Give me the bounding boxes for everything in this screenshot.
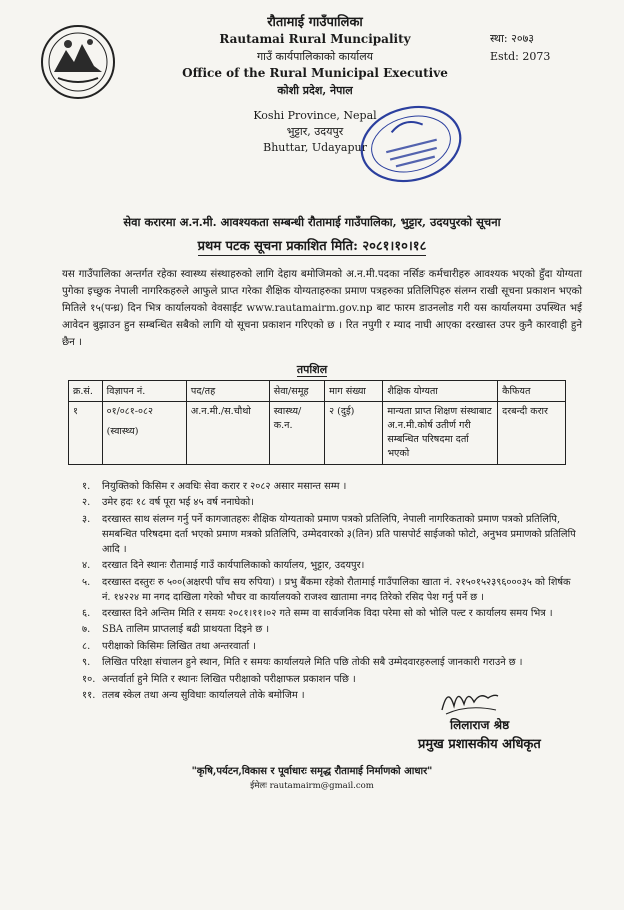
table-heading-text: तपशिल — [296, 363, 328, 376]
col-header-demand: माग संख्या — [325, 381, 383, 402]
list-item — [82, 688, 582, 703]
term-number: ६. — [82, 607, 91, 619]
terms-list — [82, 479, 582, 704]
term-number: ११. — [82, 689, 96, 701]
term-number: ४. — [82, 560, 91, 572]
table-header-row — [69, 381, 566, 402]
term-number: १०. — [82, 673, 96, 685]
province-english: Koshi Province, Nepal — [253, 109, 377, 122]
notice-subject: सेवा करारमा अ.न.मी. आवश्यकता सम्बन्धी रौतामाई गाउँपालिका, भुट्टार, उदयपुरको सूचना — [123, 215, 501, 229]
footer-email: ईमेलः rautamairm@gmail.com — [250, 781, 374, 791]
place-nepali: भुट्टार, उदयपुर — [286, 125, 344, 138]
notice-body: यस गाउँपालिका अन्तर्गत रहेका स्वास्थ्य संस्थाहरुको लागि देहाय बमोजिमको अ.न.मी.पदका नर्सिङ कर्मचारीहरु आवश्यक भएको हुँदा योग्यता पुगेका इच्छुक नेपाली नागरिकहरुले आफुले प्राप्त गरेका शैक्षिक योग्यताहरुका प्रमाण पत्रहरुका प्रतिलिपिहरु संलग्न राखी सूचना प्रकाशन भएको मितिले १५(पन्ध्र) दिन भित्र कार्यालयको वेवसाईट www.rautamairm.gov.np बाट फारम डाउनलोड गरी यस कार्यालयमा उपस्थित भई आवेदन बुझाउन हुन सम्बन्धित सबैको लागि यो सूचना प्रकाशन गरिएको छ । रित नपुगी र म्याद नाघी आएका दरखास्त उपर कुनै कारवाही हुने छैन । — [62, 269, 582, 348]
col-header-service: सेवा/समूह — [269, 381, 324, 402]
term-text: तलब स्केल तथा अन्य सुविधाः कार्यालयले तोके बमोजिम । — [102, 689, 305, 701]
term-text: दरखास्त दिने अन्तिम मिति र समयः २०८१।११।०२ गते सम्म वा सार्वजनिक विदा परेमा सो को भोलि पल्ट र कार्यालय समय भित्र । — [102, 607, 553, 619]
term-text: SBA तालिम प्राप्तलाई बढी प्राथयता दिइने छ । — [102, 624, 270, 636]
notice-publish-date — [20, 236, 604, 254]
list-item — [82, 672, 582, 687]
list-item — [82, 622, 582, 637]
term-text: नियुक्तिको किसिम र अवधिः सेवा करार र २०८२ असार मसान्त सम्म । — [102, 481, 347, 492]
table-row — [69, 402, 566, 465]
term-number: १. — [82, 481, 91, 492]
col-header-sn: क्र.सं. — [69, 381, 103, 402]
exec-office-nepali: गाउँ कार्यपालिकाको कार्यालय — [256, 50, 374, 63]
col-header-adv-no: विज्ञापन नं. — [102, 381, 186, 402]
term-text: अन्तर्वार्ता हुने मिति र स्थानः लिखित परीक्षाको परीक्षाफल प्रकाशन पछि । — [102, 673, 356, 685]
established-nepali: स्था: २०७३ — [490, 32, 535, 45]
term-number: ७. — [82, 624, 91, 636]
term-number: ५. — [82, 576, 91, 588]
footer-motto: "कृषि,पर्यटन,विकास र पूर्वाधारः समृद्ध रौतामाई निर्माणको आधार" — [191, 766, 433, 777]
term-number: ९. — [82, 657, 91, 669]
term-number: ८. — [82, 640, 91, 652]
term-text: उमेर हदः १८ वर्ष पूरा भई ४५ वर्ष ननाघेको। — [102, 497, 254, 509]
letterhead — [150, 14, 480, 99]
term-text: लिखित परिक्षा संचालन हुने स्थान, मिति र समयः कार्यालयले मिति पछि तोकी सबै उम्मेदवारहरुलाई जानकारी गराउने छ । — [102, 657, 523, 669]
cell-demand: २ (दुई) — [325, 402, 383, 465]
office-name-nepali: रौतामाई गाउँपालिका — [267, 15, 363, 30]
term-text: दरखास्त साथ संलग्न गर्नु पर्ने कागजातहरुः शैक्षिक योग्यताको प्रमाण पत्रको प्रतिलिपि, नेपाली नागरिकताको प्रमाण पत्रको प्रतिलिपि, समबन्धित परिषदमा दर्ता भएको प्रमाण मत्रको प्रतिलिपि, उम्मेदवारको ३(तिन) प्रति पासपोर्ट साईजको फोटो, अनुभव प्रमाणको प्रतिलिपि आदि । — [102, 513, 576, 555]
list-item — [82, 655, 582, 670]
table-heading — [20, 362, 604, 377]
handwritten-signature — [438, 680, 502, 720]
signatory-title: प्रमुख प्रशासकीय अधिकृत — [418, 737, 541, 752]
adv-number: ०१/०८१-०८२ — [106, 406, 153, 417]
office-name-english: Rautamai Rural Muncipality — [219, 32, 411, 46]
list-item — [82, 495, 582, 510]
list-item — [82, 575, 582, 605]
term-text: परीक्षाको किसिमः लिखित तथा अन्तरवार्ता । — [102, 640, 256, 652]
cell-service: स्वास्थ्य/क.न. — [269, 402, 324, 465]
cell-qualification: मान्यता प्राप्त शिक्षण संस्थाबाट अ.न.मी.कोर्ष उतीर्ण गरी सम्बन्धित परिषदमा दर्ता भएको — [383, 402, 498, 465]
notice-publish-date-text: प्रथम पटक सूचना प्रकाशित मिति: २०८१।१०।१८ — [197, 239, 427, 254]
place-english: Bhuttar, Udayapur — [263, 141, 367, 154]
adv-note: (स्वास्थ्य) — [106, 426, 139, 437]
cell-adv-no — [102, 402, 186, 465]
list-item — [82, 639, 582, 654]
cell-sn: १ — [69, 402, 103, 465]
vacancy-table — [68, 380, 566, 465]
signatory-name: लिलाराज श्रेष्ठ — [450, 718, 510, 732]
term-number: २. — [82, 497, 91, 509]
col-header-qualification: शैक्षिक योग्यता — [383, 381, 498, 402]
col-header-remarks: कैफियत — [498, 381, 566, 402]
list-item — [82, 606, 582, 621]
col-header-post: पद/तह — [186, 381, 269, 402]
official-seal-stamp — [355, 100, 467, 188]
cell-remarks: दरबन्दी करार — [498, 402, 566, 465]
municipality-emblem-logo — [38, 22, 118, 102]
term-text: दरखास्त दस्तुरः रु ५००(अक्षरपी पाँच सय रुपिया) । प्रभु बैंकमा रहेको रौतामाई गाउँपालिका खाता नं. २१५०१५२३९६०००३५ को शिर्षक नं. १४२२४ मा नगद दाखिला गरेको भौचर वा कार्यालयको राजश्व खातामा नगद तिरेको रसिद पेश गर्नु पर्ने छ । — [102, 576, 571, 603]
exec-office-english: Office of the Rural Municipal Executive — [182, 66, 448, 80]
list-item — [82, 512, 582, 557]
established-block — [490, 30, 550, 66]
list-item — [82, 558, 582, 573]
established-english: Estd: 2073 — [490, 50, 551, 63]
cell-post: अ.न.मी./स.चौथो — [186, 402, 269, 465]
list-item — [82, 479, 582, 494]
term-number: ३. — [82, 513, 91, 525]
term-text: दरखात दिने स्थानः रौतामाई गाउँ कार्यपालिकाको कार्यालय, भुट्टार, उदयपुर। — [102, 560, 365, 572]
province-nepali: कोशी प्रदेश, नेपाल — [277, 84, 353, 97]
